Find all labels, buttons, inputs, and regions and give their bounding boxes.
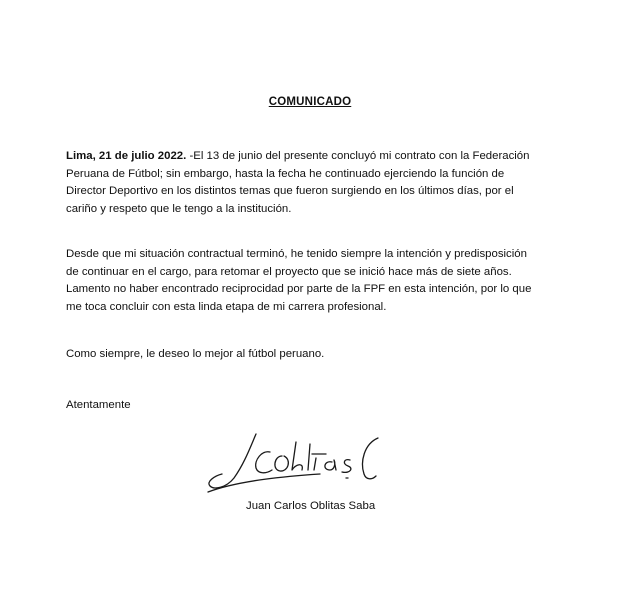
paragraph-1-line-4: cariño y respeto que le tengo a la institución. (66, 202, 292, 215)
handwritten-signature (200, 430, 400, 500)
paragraph-1-line-2: Peruana de Fútbol; sin embargo, hasta la fecha he continuado ejerciendo la función de (66, 167, 505, 180)
paragraph-2-line-3: Lamento no haber encontrado reciprocidad por parte de la FPF en esta intención, por lo que (66, 283, 532, 295)
paragraph-2-line-4: me toca concluir con esta linda etapa de mi carrera profesional. (66, 300, 387, 313)
signer-name: Juan Carlos Oblitas Saba (246, 500, 376, 512)
paragraph-1-line-1 (66, 148, 566, 166)
paragraph-1-line-3: Director Deportivo en los distintos temas que fueron surgiendo en los últimos días, por el (66, 185, 514, 197)
closing-salutation (66, 397, 566, 415)
document-title: COMUNICADO (268, 96, 352, 108)
paragraph-3 (66, 346, 566, 364)
paragraph-1-line-1-text: -El 13 de junio del presente concluyó mi contrato con la Federación (186, 150, 530, 162)
paragraph-2-line-2: de continuar en el cargo, para retomar el proyecto que se inició hace más de siete años. (66, 265, 512, 278)
paragraph-1 (66, 148, 566, 218)
paragraph-3-line-1: Como siempre, le deseo lo mejor al fútbol peruano. (66, 348, 325, 360)
closing-text: Atentamente (66, 399, 131, 411)
letter-date: Lima, 21 de julio 2022. (66, 150, 187, 162)
paragraph-2-line-1: Desde que mi situación contractual terminó, he tenido siempre la intención y predisposición (66, 248, 527, 260)
paragraph-2 (66, 246, 566, 316)
